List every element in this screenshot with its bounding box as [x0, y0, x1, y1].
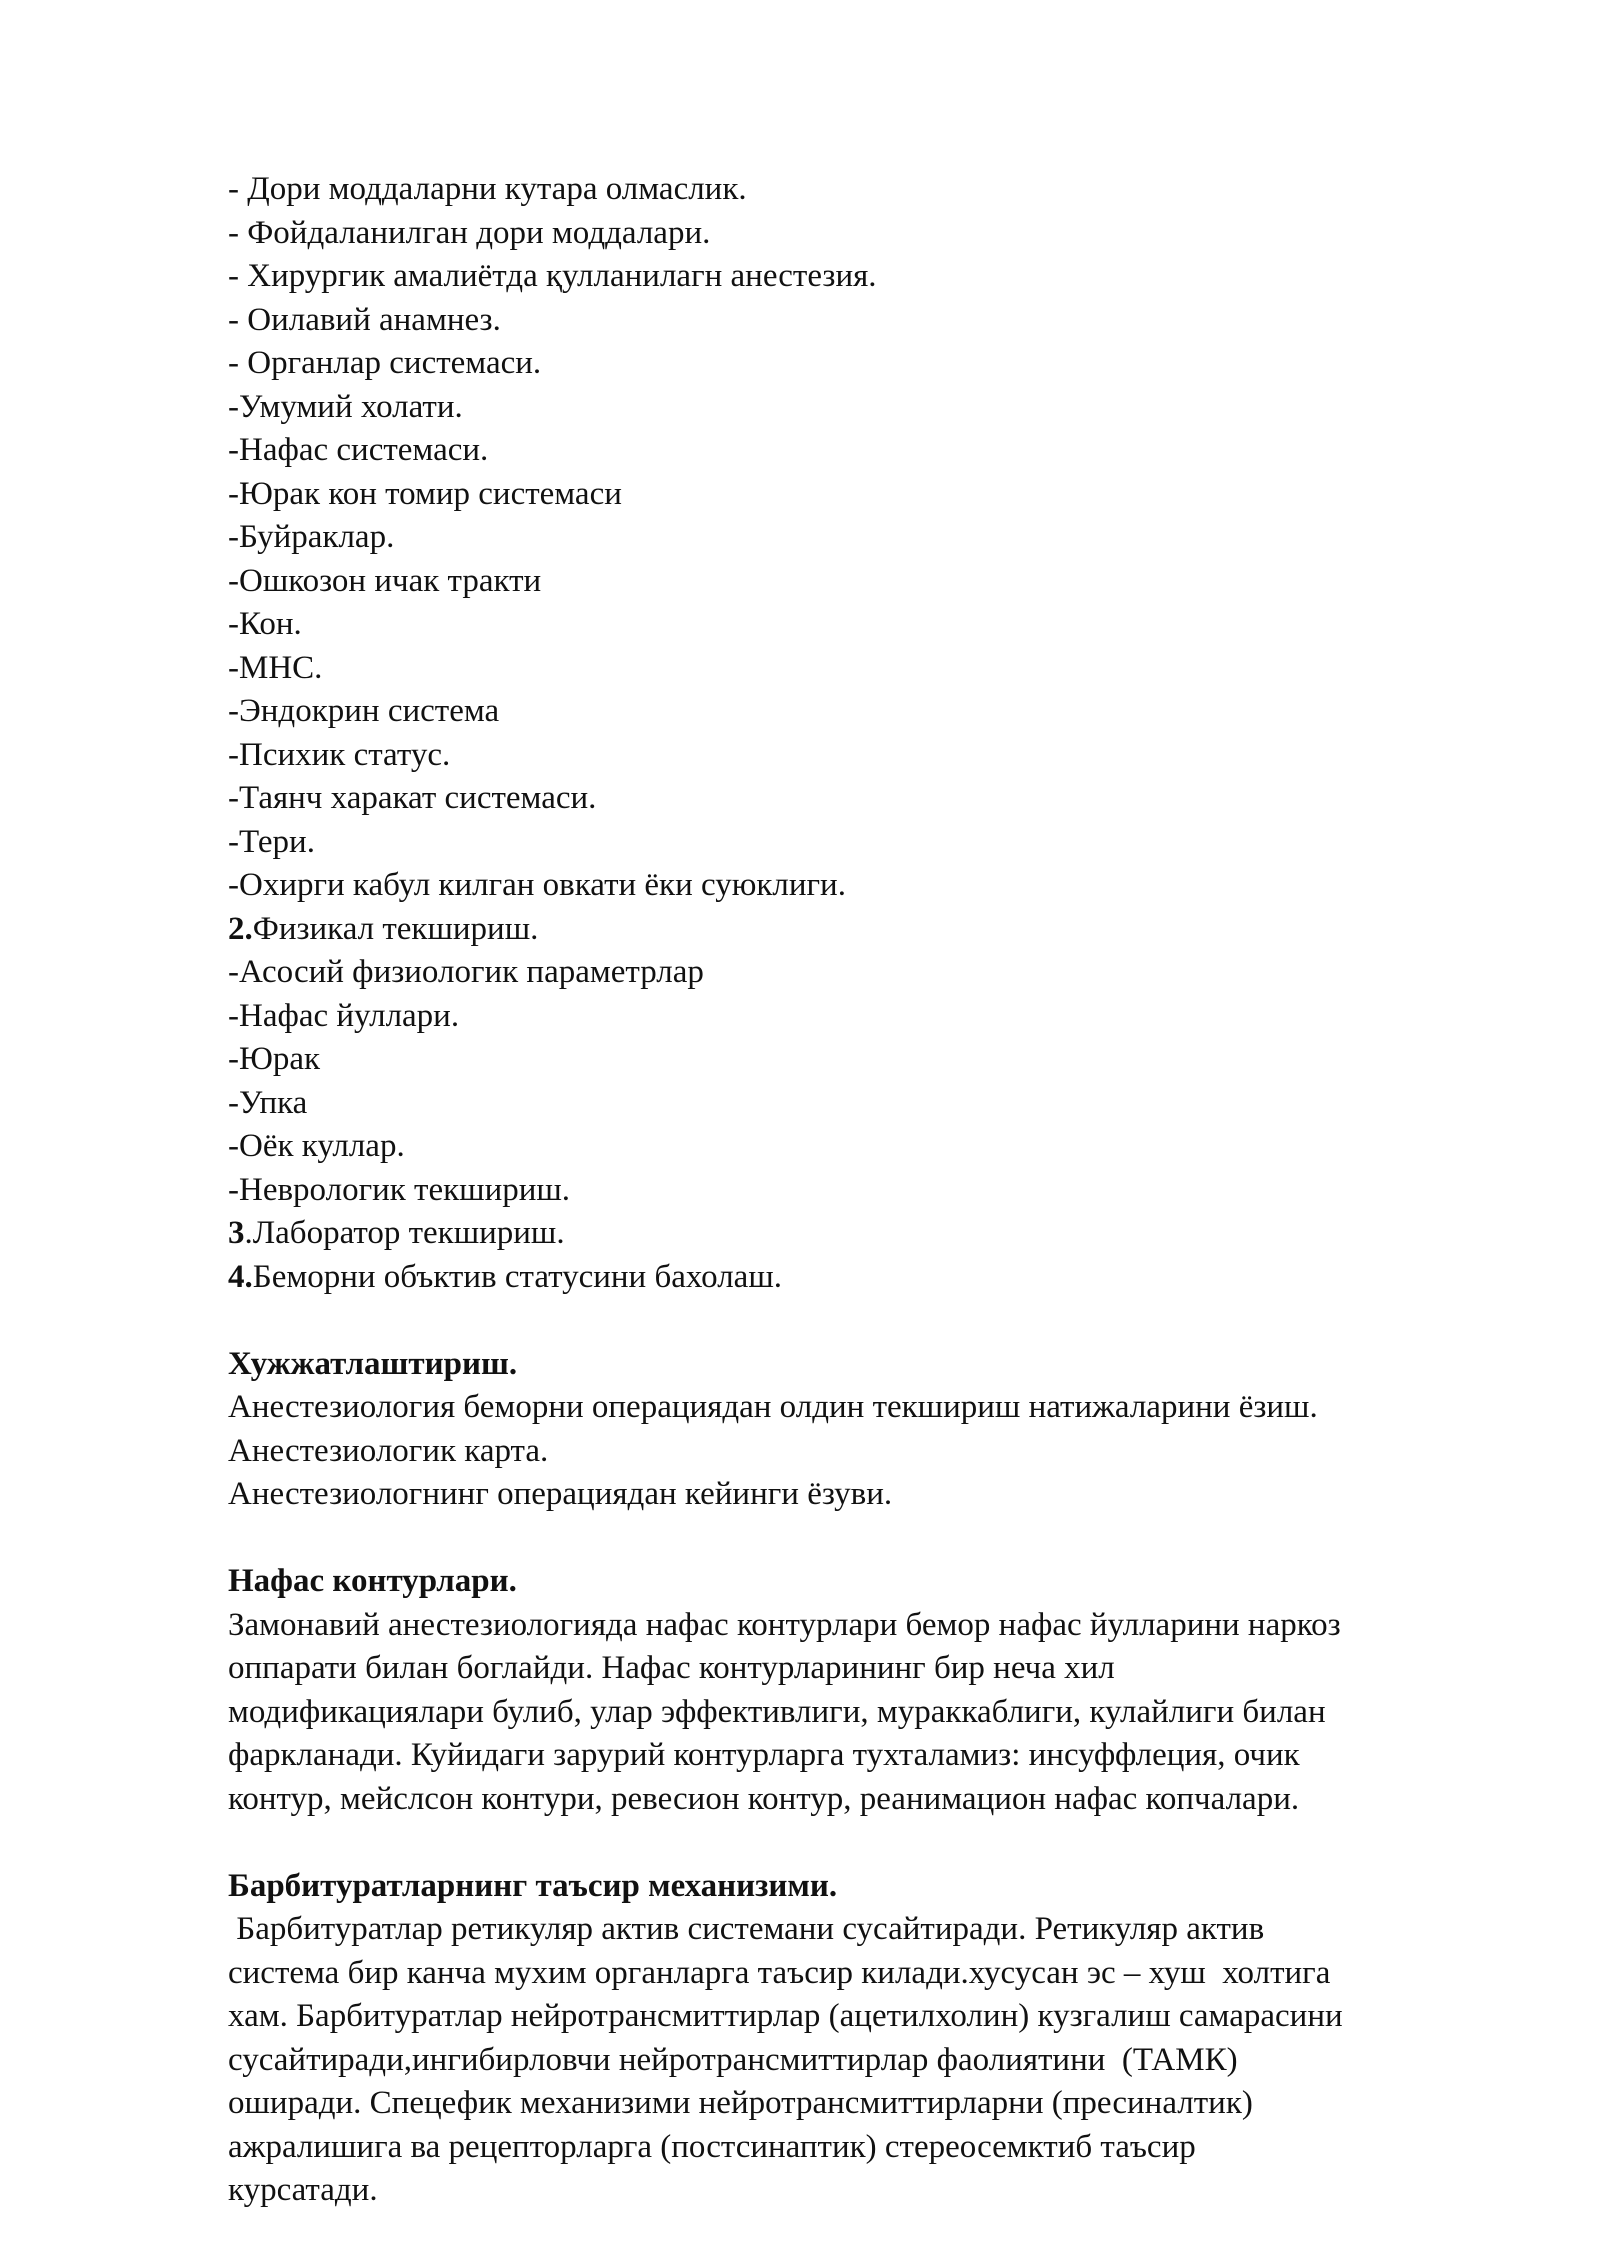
list-item: -Тери. — [228, 823, 315, 860]
list-item: -Юрак — [228, 1041, 321, 1077]
exam-list — [228, 951, 1528, 1212]
list-item: - Фойдаланилган дори моддалари. — [228, 214, 711, 251]
paragraph-line: система бир канча мухим органларга таъсир килади.хусусан эс – хуш холтига — [228, 1954, 1331, 1991]
paragraph-line: хам. Барбитуратлар нейротрансмиттирлар (ацетилхолин) кузгалиш самарасини — [228, 1998, 1343, 2034]
section-number: 3 — [228, 1215, 245, 1251]
list-item: -Таянч харакат системаси. — [228, 780, 597, 816]
list-item: -Буйраклар. — [228, 519, 395, 555]
list-item: - Дори моддаларни кутара олмаслик. — [228, 171, 747, 207]
paragraph-line: Барбитуратлар ретикуляр актив системани сусайтиради. Ретикуляр актив — [228, 1911, 1265, 1947]
section-title-text: Физикал текшириш. — [252, 910, 539, 947]
paragraph-line: оппарати билан боглайди. Нафас контурларининг бир неча хил — [228, 1650, 1115, 1686]
breathing-circuits-section — [228, 1560, 1528, 1821]
list-item: -Ошкозон ичак тракти — [228, 562, 542, 599]
paragraph-line: Анестезиологик карта. — [228, 1432, 549, 1469]
list-item: -Упка — [228, 1084, 308, 1121]
list-item: -Нафас йуллари. — [228, 997, 460, 1034]
list-item: -Юрак кон томир системаси — [228, 475, 622, 512]
list-item: -Кон. — [228, 606, 302, 642]
paragraph-line: Замонавий анестезиологияда нафас контурлари бемор нафас йулларини наркоз — [228, 1606, 1341, 1643]
section-2-title — [228, 908, 1528, 952]
paragraph-line: Анестезиология беморни операциядан олдин текшириш натижаларини ёзиш. — [228, 1389, 1318, 1425]
list-item: - Хирургик амалиётда қулланилагн анестезия. — [228, 258, 877, 294]
history-list — [228, 168, 1528, 908]
section-number: 2. — [228, 910, 253, 947]
list-item: -Умумий холати. — [228, 388, 463, 425]
list-item: -Неврологик текшириш. — [228, 1171, 571, 1208]
spacer — [228, 1299, 1528, 1343]
section-title-text: Беморни объктив статусини бахолаш. — [252, 1258, 782, 1295]
paragraph-line: Анестезиологнинг операциядан кейинги ёзуви. — [228, 1476, 893, 1512]
section-heading: Хужжатлаштириш. — [228, 1345, 518, 1382]
list-item: -Асосий физиологик параметрлар — [228, 954, 704, 990]
section-number: 4. — [228, 1258, 253, 1295]
section-3-title — [228, 1212, 1528, 1256]
section-heading: Барбитуратларнинг таъсир механизими. — [228, 1867, 838, 1904]
list-item: -Эндокрин система — [228, 693, 500, 729]
paragraph-line: курсатади. — [228, 2172, 378, 2208]
spacer — [228, 1821, 1528, 1865]
list-item: - Оилавий анамнез. — [228, 301, 501, 338]
paragraph-line: ажралишига ва рецепторларга (постсинаптик) стереосемктиб таъсир — [228, 2128, 1196, 2165]
paragraph-line: оширади. Спецефик механизими нейротрансмиттирларни (пресиналтик) — [228, 2085, 1253, 2121]
spacer — [228, 1517, 1528, 1561]
section-4-title — [228, 1256, 1528, 1300]
section-heading: Нафас контурлари. — [228, 1563, 517, 1599]
paragraph-line: модификациялари булиб, улар эффективлиги, мураккаблиги, кулайлиги билан — [228, 1693, 1326, 1730]
list-item: -Нафас системаси. — [228, 432, 489, 468]
section-title-text: .Лаборатор текшириш. — [244, 1215, 565, 1251]
list-item: -МНС. — [228, 649, 323, 686]
paragraph-line: контур, мейслсон контури, ревесион контур, реанимацион нафас копчалари. — [228, 1780, 1300, 1817]
paragraph-line: сусайтиради,ингибирловчи нейротрансмиттирлар фаолиятини (ТАМК) — [228, 2041, 1238, 2078]
documentation-section — [228, 1343, 1528, 1517]
list-item: -Оёк куллар. — [228, 1128, 405, 1164]
barbiturates-section — [228, 1865, 1528, 2213]
list-item: -Психик статус. — [228, 736, 451, 773]
paragraph-line: фаркланади. Куйидаги зарурий контурларга тухталамиз: инсуффлеция, очик — [228, 1737, 1300, 1773]
list-item: - Органлар системаси. — [228, 345, 542, 381]
list-item: -Охирги кабул килган овкати ёки суюклиги. — [228, 867, 846, 903]
document-page — [228, 168, 1528, 2213]
